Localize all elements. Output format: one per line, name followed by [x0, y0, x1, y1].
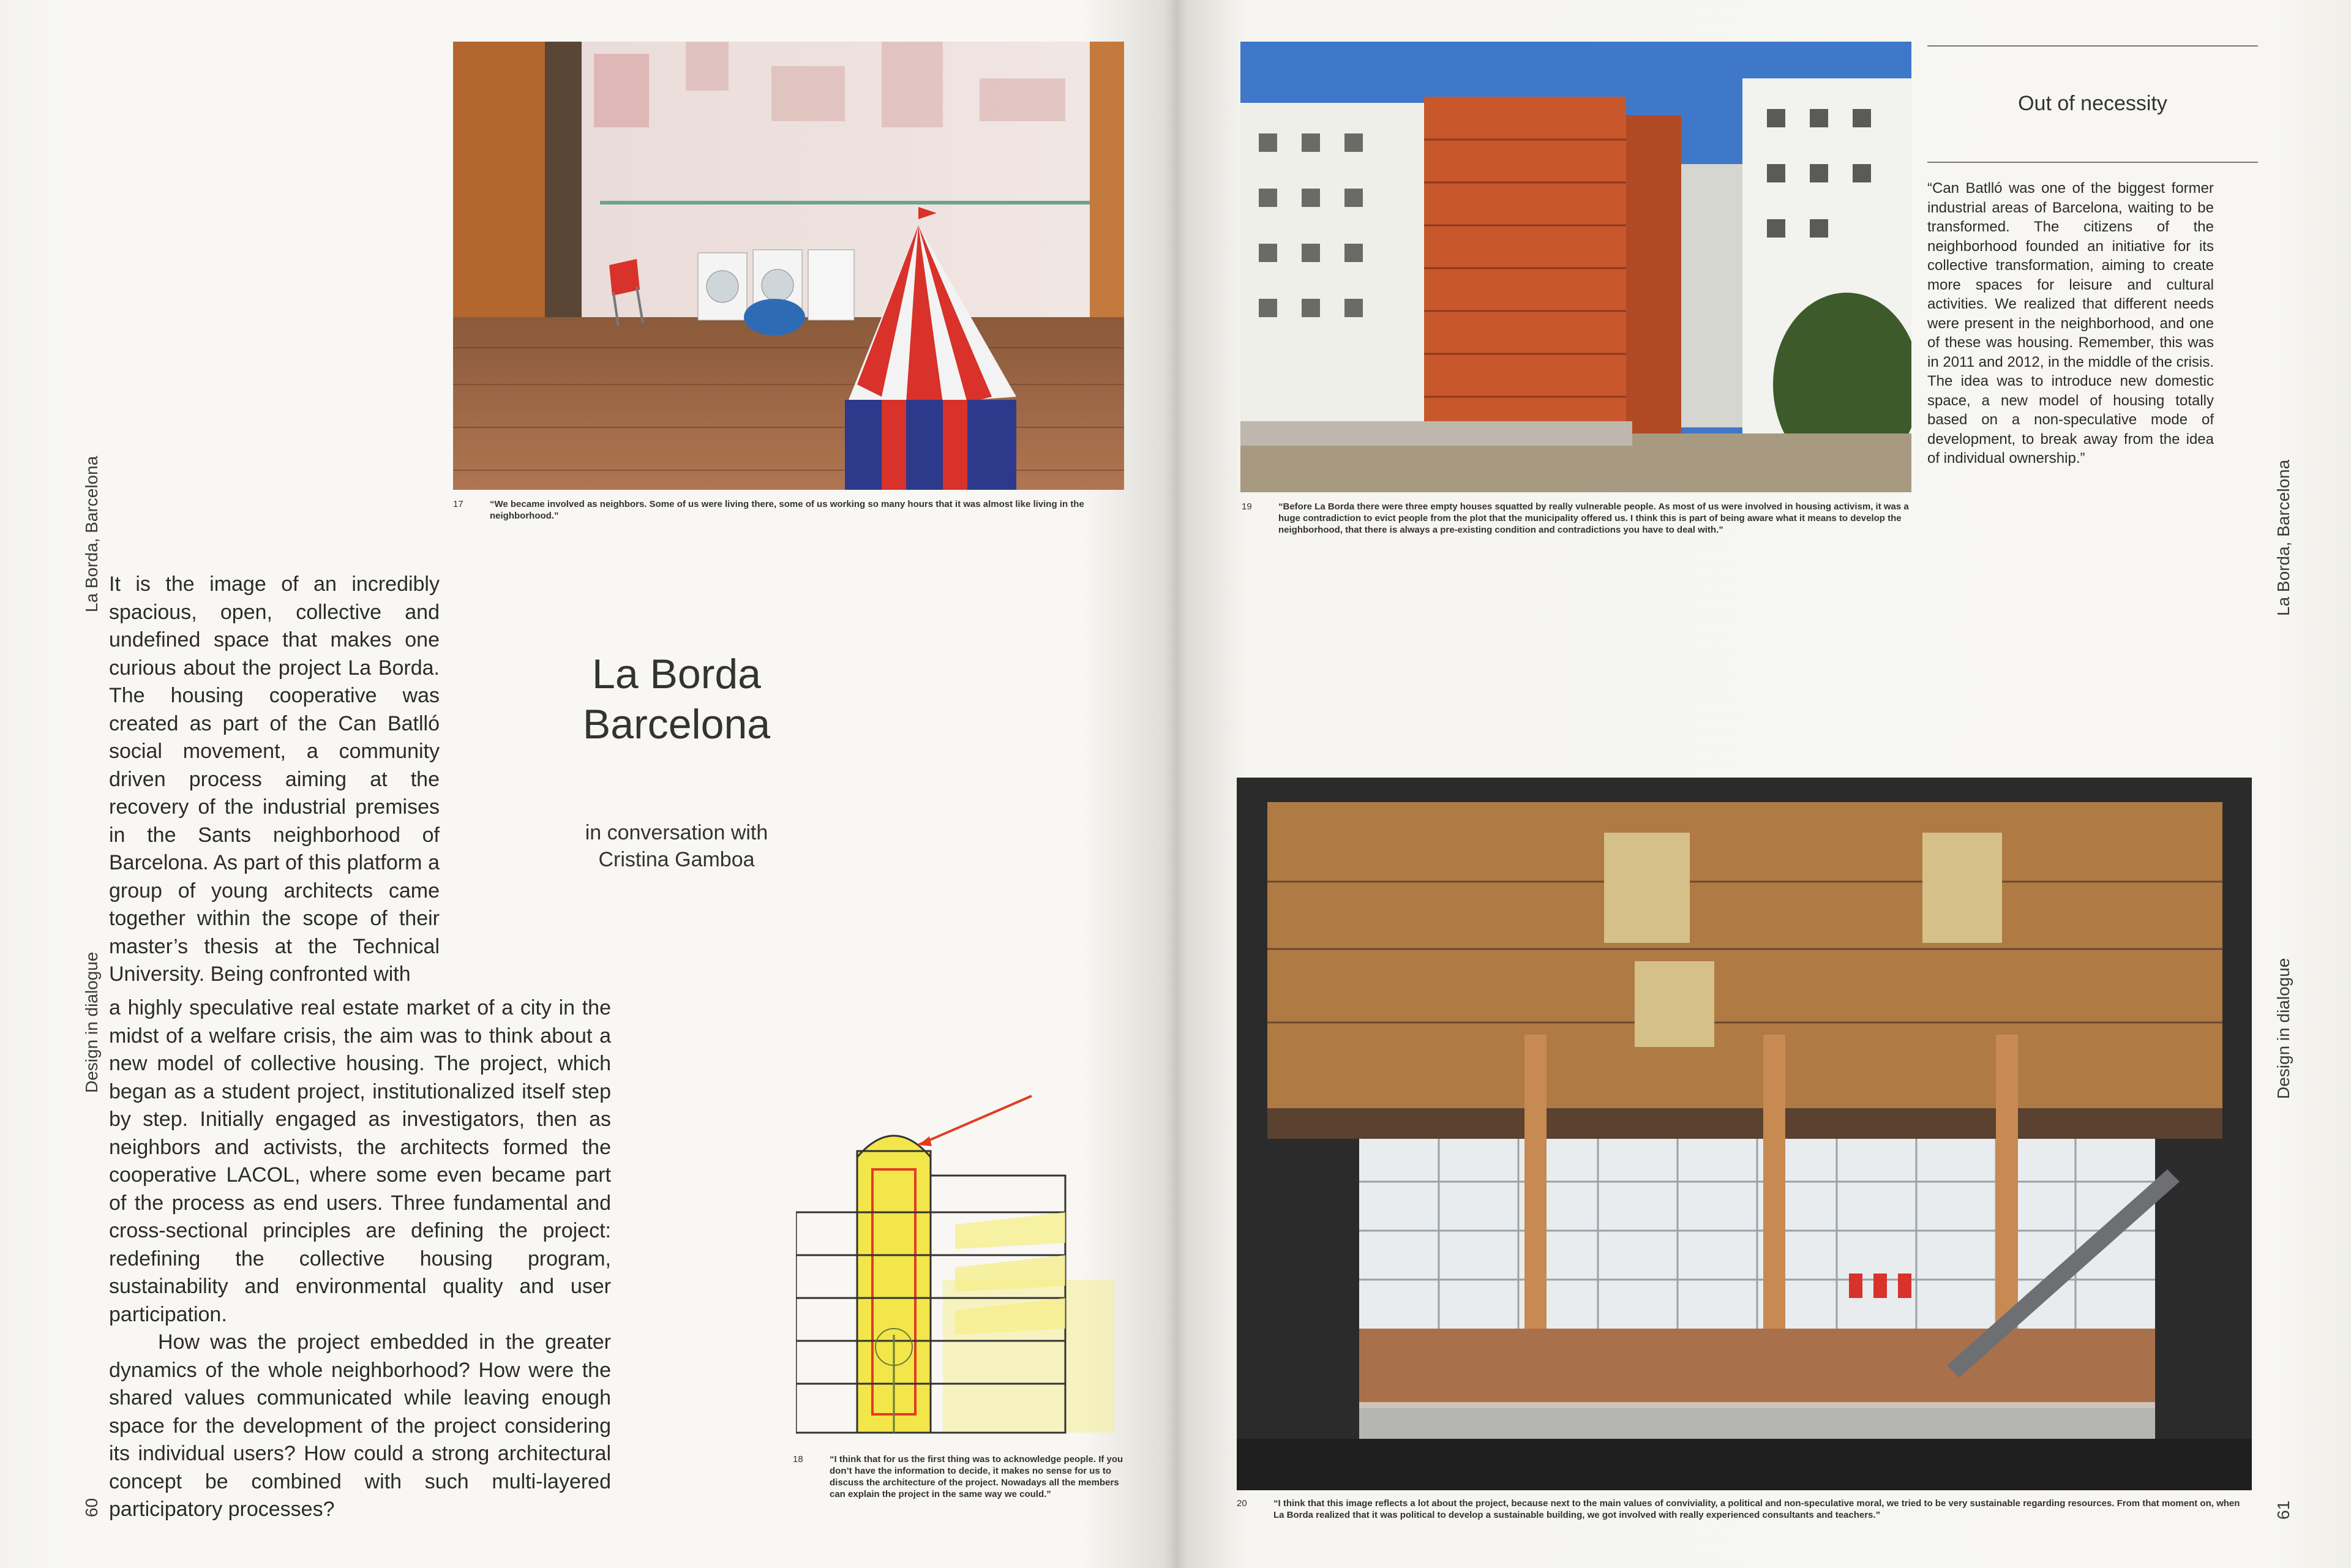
caption-18 — [793, 1454, 1123, 1500]
article-subtitle — [508, 819, 845, 873]
photo-20-atrium-interior — [1237, 778, 2252, 1490]
photo-17-image — [453, 42, 1124, 490]
article-title — [508, 649, 845, 749]
sidebar-quote: “Can Batlló was one of the biggest former industrial areas of Barcelona, waiting to be transformed. The citizens of the neighborhood founded an initiative for its collective transformation, aiming to create more spaces for leisure and cultural activities. We realized that different needs were present in the neighborhood, and one of these was housing. Remember, this was in 2011 and 2012, in the middle of the crisis. The idea was to introduce new domestic space, a new model of housing totally based on a non-speculative mode of development, to break away from the idea of individual ownership.” — [1927, 180, 2214, 467]
subtitle-line-2: Cristina Gamboa — [598, 848, 755, 871]
caption-20-number: 20 — [1237, 1498, 1247, 1509]
sidebar-bottom-rule — [1927, 162, 2258, 163]
diagram-18-image — [796, 1078, 1127, 1445]
photo-19-facade — [1240, 42, 1911, 492]
caption-17-text: “We became involved as neighbors. Some of us were living there, some of us working so many hours that it was almost like living in the neighborhood.” — [490, 499, 1084, 521]
body-text-wide: a highly speculative real estate market of a city in the midst of a welfare crisis, the aim was to think about a new model of collective housing. The project, which began as a student project, institutionalized itself step by step. Initially engaged as investigators, then as neighbors and activists, the architects formed the cooperative LACOL, where some even became part of the process as end users. Three fundamental and cross-sectional principles are defining the project: redefining the collective housing program, sustainability and environmental quality and user participation. — [109, 996, 611, 1326]
sidebar-top-rule — [1927, 45, 2258, 47]
title-line-1: La Borda — [592, 651, 761, 697]
caption-17-number: 17 — [453, 499, 463, 509]
caption-17 — [453, 498, 1127, 522]
subtitle-line-1: in conversation with — [585, 821, 768, 844]
caption-20 — [1237, 1498, 2252, 1521]
book-gutter — [1163, 0, 1188, 1568]
caption-20-text: “I think that this image reflects a lot about the project, because next to the main values of conviviality, a political and non-speculative moral, we tried to be very sustainable regarding resources. From that moment on, when La Borda realized that it was political to develop a sustainable building, we got involved with really experienced consultants and teachers.” — [1273, 1498, 2240, 1520]
caption-18-text: “I think that for us the first thing was to acknowledge people. If you don’t have the information to decide, it makes no sense for us to discuss the architecture of the project. Nowadays all the members can explain the project in the same way we could.” — [830, 1454, 1123, 1499]
left-section-label: Design in dialogue — [82, 951, 101, 1093]
body-text-paragraph-2: How was the project embedded in the greater dynamics of the whole neighborhood? How were the shared values communicated while leaving enough space for the development of the project considering its individual users? How could a strong architectural concept be combined with such multi-layered participatory processes? — [109, 1330, 611, 1521]
left-page-number: 60 — [82, 1498, 101, 1517]
right-running-head: La Borda, Barcelona — [2274, 459, 2293, 616]
caption-19-text: “Before La Borda there were three empty houses squatted by really vulnerable people. As most of us were involved in housing activism, it was a huge contradiction to evict people from the plot that the municipality offered us. I think this is part of being aware what it means to develop the neighborhood, that there is always a pre-existing condition and contradictions you have to deal with.” — [1278, 501, 1909, 535]
body-text-narrow: It is the image of an incredibly spacious, open, collective and undefined space that makes one curious about the project La Borda. The housing cooperative was created as part of the Can Batlló social movement, a community driven process aiming at the recovery of the industrial premises in the Sants neighborhood of Barcelona. As part of this platform a group of young architects came together within the scope of their master’s thesis at the Technical University. Being confronted with — [109, 572, 440, 986]
caption-19-number: 19 — [1242, 501, 1252, 512]
photo-19-image — [1240, 42, 1911, 492]
caption-19 — [1242, 501, 1911, 536]
section-diagram-18 — [796, 1078, 1127, 1445]
sidebar-heading: Out of necessity — [2018, 92, 2167, 115]
right-section-label: Design in dialogue — [2274, 958, 2293, 1099]
title-line-2: Barcelona — [582, 701, 771, 748]
left-running-head: La Borda, Barcelona — [82, 456, 101, 612]
caption-18-number: 18 — [793, 1454, 803, 1465]
photo-17-laundry-interior — [453, 42, 1124, 490]
photo-20-image — [1237, 778, 2252, 1490]
right-page-number: 61 — [2274, 1500, 2293, 1520]
